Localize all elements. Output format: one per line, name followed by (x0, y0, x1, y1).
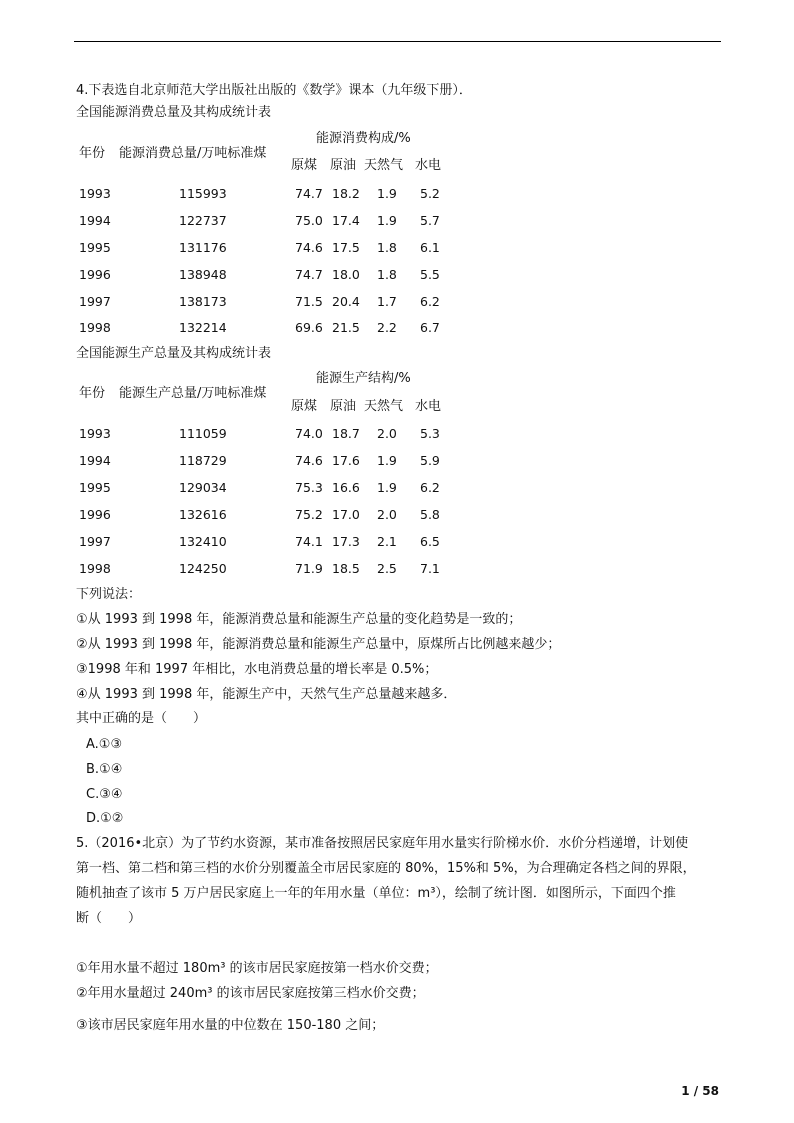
cell-oil: 18.7 (332, 426, 360, 441)
cell-oil: 21.5 (332, 320, 360, 335)
option-a[interactable]: A.①③ (86, 737, 123, 752)
statement-2: ②从 1993 到 1998 年，能源消费总量和能源生产总量中，原煤所占比例越来越少； (76, 637, 561, 652)
cell-coal: 71.9 (295, 561, 323, 576)
table1-sub-gas: 天然气 (364, 158, 404, 173)
cell-gas: 1.9 (377, 213, 397, 228)
q5-statement-1: ①年用水量不超过 180m³ 的该市居民家庭按第一档水价交费； (76, 961, 438, 976)
cell-hydro: 6.7 (420, 320, 440, 335)
q5-line-4: 断（ ） (76, 911, 142, 926)
cell-coal: 74.6 (295, 453, 323, 468)
cell-gas: 1.8 (377, 240, 397, 255)
cell-coal: 74.7 (295, 267, 323, 282)
cell-hydro: 5.2 (420, 186, 440, 201)
cell-year: 1996 (79, 267, 111, 282)
cell-year: 1995 (79, 480, 111, 495)
table2-group-header: 能源生产结构/% (316, 371, 411, 386)
table1-sub-hydro: 水电 (415, 158, 442, 173)
cell-hydro: 6.5 (420, 534, 440, 549)
cell-gas: 2.2 (377, 320, 397, 335)
cell-coal: 74.6 (295, 240, 323, 255)
cell-oil: 17.0 (332, 507, 360, 522)
q5-line-1: 5.（2016•北京）为了节约水资源，某市准备按照居民家庭年用水量实行阶梯水价．水价分档递增，计划使 (76, 836, 689, 851)
table2-sub-gas: 天然气 (364, 399, 404, 414)
table2-sub-hydro: 水电 (415, 399, 442, 414)
cell-year: 1993 (79, 426, 111, 441)
cell-year: 1995 (79, 240, 111, 255)
cell-year: 1998 (79, 320, 111, 335)
cell-total: 111059 (179, 426, 227, 441)
statement-4: ④从 1993 到 1998 年，能源生产中，天然气生产总量越来越多． (76, 687, 457, 702)
cell-year: 1994 (79, 213, 111, 228)
cell-gas: 1.8 (377, 267, 397, 282)
table2-col-year: 年份 (79, 386, 106, 401)
cell-oil: 18.5 (332, 561, 360, 576)
cell-coal: 75.0 (295, 213, 323, 228)
cell-year: 1994 (79, 453, 111, 468)
table1-col-total: 能源消费总量/万吨标准煤 (119, 146, 267, 161)
cell-hydro: 5.7 (420, 213, 440, 228)
cell-total: 115993 (179, 186, 227, 201)
table1-group-header: 能源消费构成/% (316, 131, 411, 146)
statements-intro: 下列说法： (76, 587, 142, 602)
q5-line-3: 随机抽查了该市 5 万户居民家庭上一年的年用水量（单位：m³），绘制了统计图．如图所示，下面四个推 (76, 886, 676, 901)
cell-gas: 2.1 (377, 534, 397, 549)
table1-col-year: 年份 (79, 146, 106, 161)
cell-year: 1997 (79, 534, 111, 549)
option-c[interactable]: C.③④ (86, 787, 123, 802)
cell-hydro: 6.2 (420, 480, 440, 495)
q5-line-2: 第一档、第二档和第三档的水价分别覆盖全市居民家庭的 80%，15%和 5%，为合理确定各档之间的界限， (76, 861, 696, 876)
q5-statement-3: ③该市居民家庭年用水量的中位数在 150-180 之间； (76, 1018, 385, 1033)
cell-year: 1996 (79, 507, 111, 522)
statement-1: ①从 1993 到 1998 年，能源消费总量和能源生产总量的变化趋势是一致的； (76, 612, 522, 627)
table2-sub-coal: 原煤 (291, 399, 318, 414)
table1-sub-coal: 原煤 (291, 158, 318, 173)
cell-oil: 17.3 (332, 534, 360, 549)
q5-statement-2: ②年用水量超过 240m³ 的该市居民家庭按第三档水价交费； (76, 986, 425, 1001)
cell-total: 118729 (179, 453, 227, 468)
cell-coal: 74.7 (295, 186, 323, 201)
cell-gas: 2.0 (377, 426, 397, 441)
cell-hydro: 5.8 (420, 507, 440, 522)
cell-total: 132410 (179, 534, 227, 549)
cell-hydro: 7.1 (420, 561, 440, 576)
cell-year: 1997 (79, 294, 111, 309)
page-number: 1 / 58 (681, 1084, 719, 1098)
table1-sub-oil: 原油 (330, 158, 357, 173)
table2-col-total: 能源生产总量/万吨标准煤 (119, 386, 267, 401)
cell-coal: 69.6 (295, 320, 323, 335)
cell-hydro: 6.1 (420, 240, 440, 255)
cell-gas: 1.9 (377, 480, 397, 495)
cell-coal: 74.1 (295, 534, 323, 549)
cell-coal: 75.2 (295, 507, 323, 522)
cell-hydro: 6.2 (420, 294, 440, 309)
statement-3: ③1998 年和 1997 年相比，水电消费总量的增长率是 0.5%； (76, 662, 438, 677)
q4-intro: 4.下表选自北京师范大学出版社出版的《数学》课本（九年级下册）． (76, 83, 472, 98)
cell-coal: 71.5 (295, 294, 323, 309)
cell-oil: 17.4 (332, 213, 360, 228)
header-rule (74, 41, 721, 42)
cell-coal: 75.3 (295, 480, 323, 495)
cell-oil: 18.0 (332, 267, 360, 282)
table2-sub-oil: 原油 (330, 399, 357, 414)
cell-gas: 2.5 (377, 561, 397, 576)
cell-oil: 17.6 (332, 453, 360, 468)
cell-oil: 18.2 (332, 186, 360, 201)
cell-total: 131176 (179, 240, 227, 255)
cell-gas: 1.9 (377, 186, 397, 201)
cell-total: 138948 (179, 267, 227, 282)
cell-total: 124250 (179, 561, 227, 576)
cell-coal: 74.0 (295, 426, 323, 441)
cell-year: 1993 (79, 186, 111, 201)
table2-title: 全国能源生产总量及其构成统计表 (76, 346, 272, 361)
cell-total: 132616 (179, 507, 227, 522)
cell-total: 132214 (179, 320, 227, 335)
cell-gas: 1.7 (377, 294, 397, 309)
option-b[interactable]: B.①④ (86, 762, 123, 777)
cell-total: 122737 (179, 213, 227, 228)
cell-hydro: 5.9 (420, 453, 440, 468)
option-d[interactable]: D.①② (86, 811, 124, 826)
cell-total: 138173 (179, 294, 227, 309)
cell-gas: 2.0 (377, 507, 397, 522)
q4-question: 其中正确的是（ ） (76, 711, 207, 726)
cell-year: 1998 (79, 561, 111, 576)
cell-oil: 17.5 (332, 240, 360, 255)
table1-title: 全国能源消费总量及其构成统计表 (76, 105, 272, 120)
cell-total: 129034 (179, 480, 227, 495)
cell-oil: 16.6 (332, 480, 360, 495)
cell-hydro: 5.5 (420, 267, 440, 282)
cell-gas: 1.9 (377, 453, 397, 468)
cell-hydro: 5.3 (420, 426, 440, 441)
cell-oil: 20.4 (332, 294, 360, 309)
